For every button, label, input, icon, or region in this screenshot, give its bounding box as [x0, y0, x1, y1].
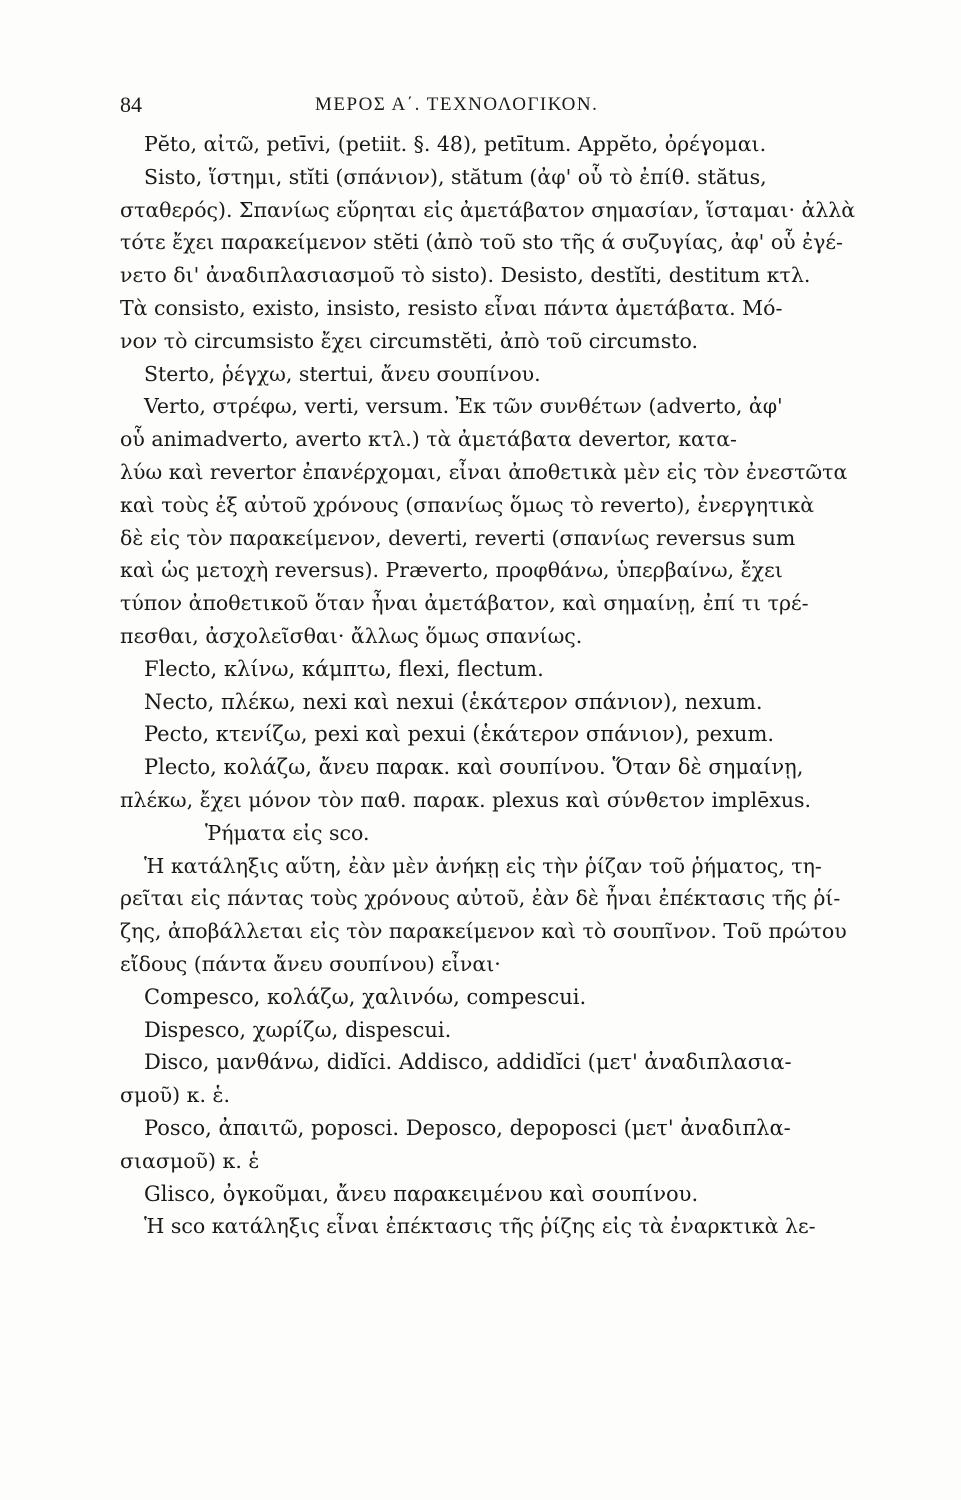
text-line: Compesco, κολάζω, χαλινόω, compescui.: [144, 984, 587, 1009]
text-line: Ἡ κατάληξις αὕτη, ἐὰν μὲν ἀνήκῃ εἰς τὴν ῥίζαν τοῦ ῥήματος, τη-: [144, 853, 822, 878]
text-line: σιασμοῦ) κ. ἑ: [120, 1148, 260, 1173]
text-line: τότε ἔχει παρακείμενον stĕti (ἀπὸ τοῦ sto τῆς ά συζυγίας, ἀφ' οὗ ἐγέ-: [120, 230, 843, 255]
text-line: σταθερός). Σπανίως εὕρηται εἰς ἀμετάβατον σημασίαν, ἵσταμαι· ἀλλὰ: [120, 197, 856, 222]
text-line: δὲ εἰς τὸν παρακείμενον, deverti, reverti (σπανίως reversus sum: [120, 525, 796, 550]
text-line: Posco, ἀπαιτῶ, poposci. Deposco, depoposci (μετ' ἀναδιπλα-: [144, 1115, 791, 1140]
text-line: Plecto, κολάζω, ἄνευ παρακ. καὶ σουπίνου. Ὅταν δὲ σημαίνῃ,: [144, 755, 804, 780]
text-line: πλέκω, ἔχει μόνον τὸν παθ. παρακ. plexus καὶ σύνθετον implēxus.: [120, 787, 812, 812]
text-line: ρεῖται εἰς πάντας τοὺς χρόνους αὐτοῦ, ἐὰν δὲ ἦναι ἐπέκτασις τῆς ῥί-: [120, 886, 841, 911]
running-head: ΜΕΡΟΣ Α΄. ΤΕΧΝΟΛΟΓΙΚΟΝ.: [315, 94, 599, 115]
text-line: Dispesco, χωρίζω, dispescui.: [144, 1017, 452, 1042]
text-line: Necto, πλέκω, nexi καὶ nexui (ἑκάτερον σπάνιον), nexum.: [144, 689, 763, 714]
text-line: οὗ animadverto, averto κτλ.) τὰ ἀμετάβατα devertor, κατα-: [120, 427, 737, 452]
text-line: σμοῦ) κ. ἑ.: [120, 1083, 230, 1108]
text-line: Verto, στρέφω, verti, versum. Ἐκ τῶν συνθέτων (adverto, ἀφ': [144, 394, 783, 419]
text-line: νον τὸ circumsisto ἔχει circumstĕti, ἀπὸ τοῦ circumsto.: [120, 328, 698, 353]
body-text: [120, 128, 895, 1243]
text-line: Ἡ sco κατάληξις εἶναι ἐπέκτασις τῆς ῥίζης εἰς τὰ ἐναρκτικὰ λε-: [144, 1214, 816, 1239]
text-line: Flecto, κλίνω, κάμπτω, flexi, flectum.: [144, 656, 544, 681]
text-line: ζης, ἀποβάλλεται εἰς τὸν παρακείμενον καὶ τὸ σουπῖνον. Τοῦ πρώτου: [120, 919, 847, 944]
page-header: [120, 92, 880, 128]
text-line: καὶ ὡς μετοχὴ reversus). Præverto, προφθάνω, ὑπερβαίνω, ἔχει: [120, 558, 783, 583]
text-line: Glisco, ὀγκοῦμαι, ἄνευ παρακειμένου καὶ σουπίνου.: [144, 1181, 699, 1206]
text-line: Sisto, ἵστημι, stĭti (σπάνιον), stătum (ἀφ' οὗ τὸ ἐπίθ. stătus,: [144, 164, 767, 189]
text-line: Τὰ consisto, existo, insisto, resisto εἶναι πάντα ἀμετάβατα. Μό-: [120, 295, 783, 320]
text-line: εἴδους (πάντα ἄνευ σουπίνου) εἶναι·: [120, 951, 501, 976]
text-line: νετο δι' ἀναδιπλασιασμοῦ τὸ sisto). Desisto, destĭti, destitum κτλ.: [120, 263, 811, 288]
text-line: τύπον ἀποθετικοῦ ὅταν ἦναι ἀμετάβατον, καὶ σημαίνῃ, ἐπί τι τρέ-: [120, 591, 809, 616]
text-line: Sterto, ῥέγχω, stertui, ἄνευ σουπίνου.: [144, 361, 541, 386]
text-line: καὶ τοὺς ἐξ αὐτοῦ χρόνους (σπανίως ὅμως τὸ reverto), ἐνεργητικὰ: [120, 492, 815, 517]
section-subheading: Ῥήματα εἰς sco.: [205, 820, 370, 845]
text-line: πεσθαι, ἀσχολεῖσθαι· ἄλλως ὅμως σπανίως.: [120, 623, 583, 648]
text-line: Disco, μανθάνω, didĭci. Addisco, addidĭci (μετ' ἀναδιπλασια-: [144, 1050, 792, 1075]
text-line: λύω καὶ revertor ἐπανέρχομαι, εἶναι ἀποθετικὰ μὲν εἰς τὸν ἐνεστῶτα: [120, 459, 848, 484]
text-line: Pĕto, αἰτῶ, petīvi, (petiit. §. 48), petītum. Appĕto, ὀρέγομαι.: [144, 132, 767, 156]
page-number: 84: [120, 92, 142, 117]
text-line: Pecto, κτενίζω, pexi καὶ pexui (ἑκάτερον σπάνιον), pexum.: [144, 722, 775, 747]
